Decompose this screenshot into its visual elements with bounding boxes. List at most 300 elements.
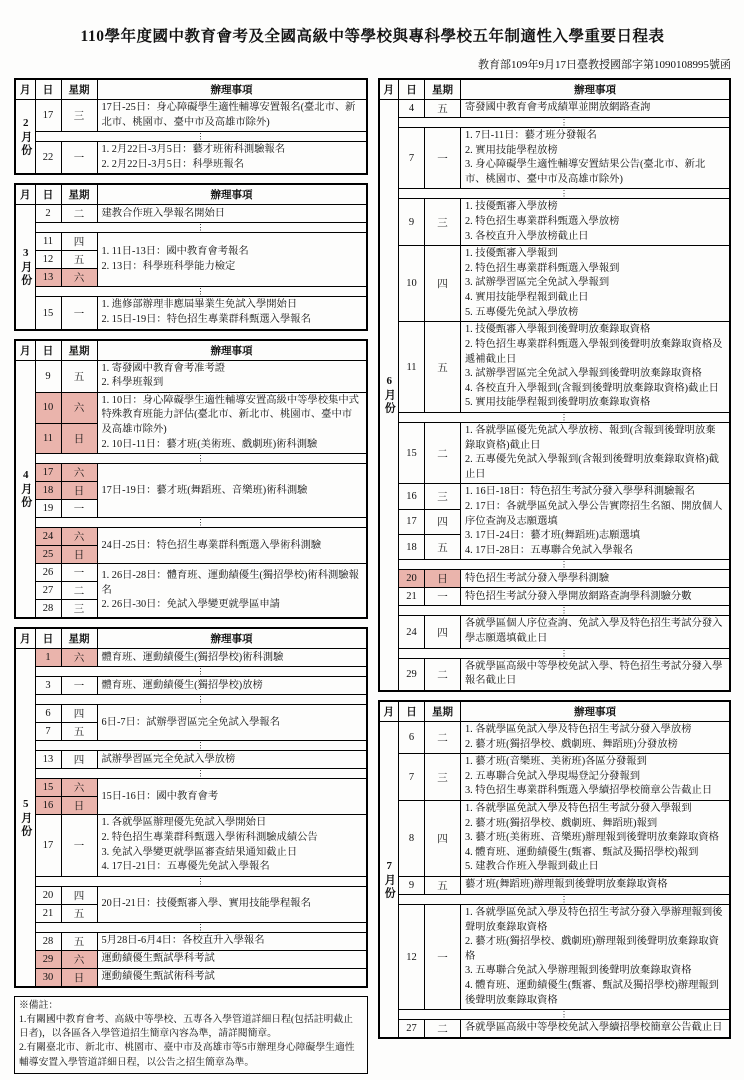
event-cell — [461, 754, 731, 801]
day-cell: 11 — [35, 423, 61, 454]
weekday-cell: 二 — [425, 1020, 461, 1039]
ellipsis-row — [15, 132, 367, 142]
event-text: 5月28日-6月4日：各校直升入學報名 — [101, 934, 265, 946]
day-cell: 20 — [399, 570, 425, 588]
event-text: 1. 各就學區免試入學及特色招生考試分發入學報到 — [465, 802, 692, 814]
event-cell — [97, 392, 367, 453]
schedule-row — [379, 904, 731, 1009]
event-text: 4. 體育班、運動績優生(甄審、甄試及獨招學校)報到 — [465, 846, 699, 858]
table-header-row — [15, 184, 367, 205]
day-cell: 7 — [399, 128, 425, 189]
day-cell: 6 — [35, 705, 61, 723]
ellipsis-cell: ⋮ — [35, 922, 367, 932]
event-cell — [461, 570, 731, 588]
event-cell — [97, 677, 367, 695]
event-text: 特色招生考試分發入學開放網路查詢學科測驗分數 — [465, 590, 692, 602]
footnote-item: 2.有關臺北市、新北市、桃園市、臺中市及高雄市等5市辦理身心障礙學生適性輔導安置入學管道詳細日程，以公告之招生簡章為準。 — [19, 1042, 355, 1068]
ellipsis-cell: ⋮ — [35, 695, 367, 705]
weekday-cell: 二 — [425, 422, 461, 483]
event-text: 4. 17日-28日：五專聯合免試入學報名 — [465, 544, 634, 556]
ellipsis-cell: ⋮ — [35, 454, 367, 464]
weekday-cell: 三 — [61, 100, 97, 132]
event-text: 2. 26日-30日：免試入學變更就學區申請 — [101, 599, 280, 611]
schedule-row — [15, 886, 367, 904]
month-table-may — [14, 627, 368, 987]
event-text: 2. 科學班報到 — [101, 377, 164, 389]
weekday-cell: 五 — [425, 535, 461, 560]
schedule-row — [379, 876, 731, 894]
event-text: 特色招生考試分發入學學科測驗 — [465, 572, 610, 584]
weekday-cell: 六 — [61, 464, 97, 482]
col-header-month: 月 — [15, 340, 35, 361]
weekday-cell: 六 — [61, 392, 97, 423]
event-cell — [97, 464, 367, 518]
schedule-row — [15, 392, 367, 423]
event-text: 2. 藝才班(獨招學校、戲劇班、舞蹈班)報到 — [465, 817, 658, 829]
ellipsis-cell: ⋮ — [35, 132, 367, 142]
event-text: 各就學區高級中等學校免試入學、特色招生考試分發入學報名截止日 — [465, 660, 723, 687]
day-cell: 20 — [35, 886, 61, 904]
event-text: 2. 特色招生專業群科甄選入學術科測驗成績公告 — [101, 831, 318, 843]
col-header-weekday: 星期 — [61, 340, 97, 361]
document-number: 教育部109年9月17日臺教授國部字第1090108995號函 — [478, 59, 731, 71]
schedule-row — [379, 128, 731, 189]
event-cell — [97, 751, 367, 769]
event-cell — [97, 649, 367, 667]
ellipsis-row — [15, 769, 367, 779]
day-cell: 13 — [35, 751, 61, 769]
event-text: 1. 7日-11日：藝才班分發報名 — [465, 130, 597, 141]
weekday-cell: 一 — [61, 564, 97, 582]
weekday-cell: 一 — [425, 588, 461, 606]
day-cell: 17 — [399, 509, 425, 534]
schedule-row — [379, 588, 731, 606]
col-header-event: 辦理事項 — [461, 701, 731, 722]
weekday-cell: 一 — [425, 128, 461, 189]
day-cell: 17 — [35, 464, 61, 482]
weekday-cell: 五 — [61, 904, 97, 922]
ellipsis-row — [15, 876, 367, 886]
day-cell: 13 — [35, 269, 61, 287]
day-cell: 29 — [399, 658, 425, 691]
day-cell: 28 — [35, 600, 61, 619]
event-text: 15日-16日：國中教育會考 — [101, 790, 219, 802]
day-cell: 12 — [35, 251, 61, 269]
event-cell — [97, 528, 367, 564]
col-header-weekday: 星期 — [61, 184, 97, 205]
event-text: 2. 藝才班(獨招學校、戲劇班、舞蹈班)分發放榜 — [465, 738, 678, 750]
event-text: 1. 進修部辦理非應屆畢業生免試入學開始日 — [101, 299, 298, 311]
event-cell — [97, 100, 367, 132]
month-cell — [15, 100, 35, 175]
event-cell — [461, 1020, 731, 1039]
col-header-month: 月 — [15, 79, 35, 100]
weekday-cell: 六 — [61, 528, 97, 546]
footnote-item: 1.有關國中教育會考、高級中等學校、五專各入學管道詳細日程(包括註明截止日者)，以各區各入學管道招生簡章內容為準，請詳閱簡章。 — [19, 1013, 353, 1040]
schedule-row — [15, 815, 367, 876]
schedule-row — [15, 968, 367, 987]
ellipsis-row — [15, 518, 367, 528]
event-cell — [97, 297, 367, 330]
right-column — [378, 78, 732, 1039]
day-cell: 28 — [35, 932, 61, 950]
ellipsis-row — [379, 118, 731, 128]
ellipsis-row — [379, 1010, 731, 1020]
event-cell — [97, 233, 367, 287]
month-label: 6月份 — [383, 374, 396, 415]
day-cell: 12 — [399, 904, 425, 1009]
event-text: 3. 試辦學習區完全免試入學報到後聲明放棄錄取資格 — [465, 368, 702, 380]
ellipsis-cell: ⋮ — [399, 412, 731, 422]
schedule-row — [379, 616, 731, 648]
event-cell — [461, 876, 731, 894]
day-cell: 15 — [35, 297, 61, 330]
event-text: 5. 五專優先免試入學放榜 — [465, 306, 579, 318]
event-text: 各就學區高級中等學校免試入學續招學校簡章公告截止日 — [465, 1022, 723, 1034]
month-table-jul — [378, 700, 732, 1039]
day-cell: 9 — [399, 876, 425, 894]
day-cell: 6 — [399, 721, 425, 753]
day-cell: 16 — [35, 797, 61, 815]
event-text: 1. 11日-13日：國中教育會考報名 — [101, 246, 249, 258]
month-label: 5月份 — [19, 797, 32, 838]
schedule-row — [15, 528, 367, 546]
event-text: 1. 各就學區辦理優先免試入學開始日 — [101, 817, 267, 829]
event-text: 3. 五專聯合免試入學辦理報到後聲明放棄錄取資格 — [465, 965, 692, 977]
schedule-row — [379, 484, 731, 509]
event-text: 4. 各校直升入學報到(含報到後聲明放棄錄取資格)截止日 — [465, 382, 719, 394]
ellipsis-cell: ⋮ — [399, 118, 731, 128]
col-header-event: 辦理事項 — [97, 79, 367, 100]
day-cell: 18 — [399, 535, 425, 560]
weekday-cell: 四 — [425, 800, 461, 876]
event-cell — [97, 779, 367, 815]
weekday-cell: 一 — [61, 297, 97, 330]
table-header-row — [15, 628, 367, 649]
event-text: 1. 各就學區免試入學及特色招生考試分發入學辦理報到後聲明放棄錄取資格 — [465, 906, 723, 933]
ellipsis-cell: ⋮ — [399, 189, 731, 199]
event-text: 2. 特色招生專業群科甄選入學報到 — [465, 262, 620, 274]
event-text: 24日-25日：特色招生專業群科甄選入學術科測驗 — [101, 539, 322, 551]
table-header-row — [379, 79, 731, 100]
weekday-cell: 六 — [61, 950, 97, 968]
event-text: 2. 五專聯合免試入學現場登記分發報到 — [465, 770, 641, 782]
schedule-row — [379, 246, 731, 322]
weekday-cell: 二 — [61, 582, 97, 600]
ellipsis-cell: ⋮ — [35, 667, 367, 677]
month-cell — [15, 205, 35, 330]
event-cell — [461, 199, 731, 246]
ellipsis-row — [379, 412, 731, 422]
schedule-row — [379, 800, 731, 876]
ellipsis-row — [379, 648, 731, 658]
event-text: 3. 各校直升入學放榜截止日 — [465, 230, 589, 242]
event-text: 5. 實用技能學程報到後聲明放棄錄取資格 — [465, 397, 651, 409]
ellipsis-row — [379, 560, 731, 570]
event-text: 2. 15日-19日：特色招生專業群科甄選入學報名 — [101, 314, 311, 326]
event-text: 1. 寄發國中教育會考准考證 — [101, 362, 226, 374]
event-cell — [97, 815, 367, 876]
event-text: 1. 技優甄審入學報到 — [465, 248, 558, 260]
ellipsis-cell: ⋮ — [399, 606, 731, 616]
month-cell — [379, 100, 399, 691]
col-header-month: 月 — [379, 79, 399, 100]
day-cell: 4 — [399, 100, 425, 118]
day-cell: 9 — [35, 360, 61, 392]
weekday-cell: 四 — [61, 751, 97, 769]
event-cell — [461, 658, 731, 691]
event-text: 1. 26日-28日：體育班、運動績優生(獨招學校)術科測驗報名 — [101, 569, 359, 596]
col-header-event: 辦理事項 — [461, 79, 731, 100]
weekday-cell: 四 — [425, 509, 461, 534]
day-cell: 18 — [35, 482, 61, 500]
schedule-row — [379, 1020, 731, 1039]
schedule-row — [379, 100, 731, 118]
day-cell: 29 — [35, 950, 61, 968]
month-label: 4月份 — [19, 468, 32, 509]
col-header-month: 月 — [15, 628, 35, 649]
schedule-row — [379, 721, 731, 753]
event-cell — [97, 932, 367, 950]
event-cell — [461, 322, 731, 413]
schedule-row — [15, 100, 367, 132]
weekday-cell: 一 — [61, 142, 97, 175]
event-text: 運動績優生甄試學科考試 — [101, 952, 215, 964]
weekday-cell: 四 — [61, 886, 97, 904]
event-text: 4. 實用技能學程報到截止日 — [465, 292, 589, 304]
month-label: 7月份 — [383, 859, 396, 900]
event-text: 4. 體育班、運動績優生(甄審、甄試及獨招學校)辦理報到後聲明放棄錄取資格 — [465, 980, 719, 1006]
table-header-row — [15, 79, 367, 100]
col-header-day: 日 — [35, 628, 61, 649]
weekday-cell: 一 — [425, 904, 461, 1009]
day-cell: 21 — [399, 588, 425, 606]
ellipsis-row — [15, 667, 367, 677]
weekday-cell: 五 — [425, 876, 461, 894]
event-text: 2. 五專優先免試入學報到(含報到後聲明放棄錄取資格)截止日 — [465, 454, 719, 480]
schedule-row — [15, 779, 367, 797]
ellipsis-cell: ⋮ — [35, 741, 367, 751]
weekday-cell: 五 — [425, 100, 461, 118]
day-cell: 15 — [35, 779, 61, 797]
month-label: 2月份 — [19, 116, 32, 157]
month-table-feb — [14, 78, 368, 175]
schedule-row — [15, 564, 367, 582]
day-cell: 11 — [35, 233, 61, 251]
day-cell: 17 — [35, 100, 61, 132]
col-header-event: 辦理事項 — [97, 340, 367, 361]
weekday-cell: 二 — [425, 721, 461, 753]
weekday-cell: 日 — [61, 968, 97, 987]
weekday-cell: 四 — [425, 246, 461, 322]
event-text: 寄發國中教育會考成績單並開放網路查詢 — [465, 102, 651, 114]
event-text: 17日-19日：藝才班(舞蹈班、音樂班)術科測驗 — [101, 484, 308, 496]
event-cell — [97, 886, 367, 922]
event-cell — [461, 100, 731, 118]
event-text: 運動績優生甄試術科考試 — [101, 970, 215, 982]
event-text: 4. 17日-21日：五專優先免試入學報名 — [101, 861, 270, 873]
weekday-cell: 五 — [425, 322, 461, 413]
schedule-row — [379, 570, 731, 588]
ellipsis-row — [15, 695, 367, 705]
schedule-row — [379, 322, 731, 413]
col-header-day: 日 — [35, 340, 61, 361]
weekday-cell: 六 — [61, 269, 97, 287]
event-cell — [97, 968, 367, 987]
weekday-cell: 三 — [425, 484, 461, 509]
schedule-row — [379, 754, 731, 801]
day-cell: 10 — [399, 246, 425, 322]
schedule-row — [15, 649, 367, 667]
col-header-weekday: 星期 — [425, 79, 461, 100]
event-text: 3. 藝才班(美術班、音樂班)辦理報到後聲明放棄錄取資格 — [465, 832, 719, 844]
event-text: 2. 實用技能學程放榜 — [465, 144, 558, 156]
left-column — [14, 78, 368, 1074]
event-text: 1. 技優甄審入學放榜 — [465, 201, 558, 213]
event-text: 2. 17日：各就學區免試入學公告實際招生名額、開放個人序位查詢及志願選填 — [465, 501, 723, 527]
weekday-cell: 四 — [61, 705, 97, 723]
ellipsis-row — [379, 189, 731, 199]
event-text: 1. 藝才班(音樂班、美術班)各區分發報到 — [465, 756, 647, 768]
ellipsis-row — [15, 454, 367, 464]
event-cell — [97, 950, 367, 968]
ellipsis-cell: ⋮ — [35, 287, 367, 297]
day-cell: 17 — [35, 815, 61, 876]
weekday-cell: 四 — [61, 233, 97, 251]
weekday-cell: 日 — [425, 570, 461, 588]
event-text: 1. 10日：身心障礙學生適性輔導安置高級中等學校集中式特殊教育班能力評估(臺北市、新北市、桃園市、臺中市及高雄市除外) — [101, 394, 359, 436]
month-table-apr — [14, 339, 368, 620]
day-cell: 2 — [35, 205, 61, 223]
table-header-row — [379, 701, 731, 722]
schedule-row — [15, 751, 367, 769]
event-text: 2. 13日：科學班科學能力檢定 — [101, 260, 236, 272]
day-cell: 26 — [35, 564, 61, 582]
event-cell — [461, 128, 731, 189]
event-cell — [461, 588, 731, 606]
day-cell: 21 — [35, 904, 61, 922]
event-cell — [461, 721, 731, 753]
event-text: 1. 16日-18日：特色招生考試分發入學學科測驗報名 — [465, 486, 695, 498]
two-column-layout — [14, 78, 731, 1074]
event-text: 1. 各就學區優先免試入學放榜、報到(含報到後聲明放棄錄取資格)截止日 — [465, 424, 716, 451]
day-cell: 24 — [35, 528, 61, 546]
day-cell: 11 — [399, 322, 425, 413]
schedule-row — [15, 142, 367, 175]
event-text: 20日-21日：技優甄審入學、實用技能學程報名 — [101, 897, 311, 909]
event-cell — [461, 484, 731, 560]
weekday-cell: 二 — [425, 658, 461, 691]
event-text: 1. 2月22日-3月5日：藝才班術科測驗報名 — [101, 144, 286, 156]
event-cell — [461, 616, 731, 648]
schedule-row — [15, 205, 367, 223]
event-cell — [97, 205, 367, 223]
ellipsis-cell: ⋮ — [35, 769, 367, 779]
col-header-weekday: 星期 — [425, 701, 461, 722]
day-cell: 15 — [399, 422, 425, 483]
ellipsis-cell: ⋮ — [399, 560, 731, 570]
schedule-row — [379, 658, 731, 691]
day-cell: 22 — [35, 142, 61, 175]
weekday-cell: 二 — [61, 205, 97, 223]
month-label: 3月份 — [19, 247, 32, 288]
schedule-row — [15, 233, 367, 251]
col-header-day: 日 — [399, 79, 425, 100]
day-cell: 27 — [399, 1020, 425, 1039]
event-cell — [97, 142, 367, 175]
ellipsis-cell: ⋮ — [35, 518, 367, 528]
event-text: 2. 藝才班(獨招學校、戲劇班)辦理報到後聲明放棄錄取資格 — [465, 936, 719, 962]
day-cell: 25 — [35, 546, 61, 564]
day-cell: 10 — [35, 392, 61, 423]
weekday-cell: 三 — [61, 600, 97, 619]
ellipsis-cell: ⋮ — [35, 876, 367, 886]
event-cell — [461, 422, 731, 483]
day-cell: 7 — [399, 754, 425, 801]
col-header-month: 月 — [15, 184, 35, 205]
day-cell: 7 — [35, 723, 61, 741]
ellipsis-cell: ⋮ — [399, 894, 731, 904]
event-text: 1. 各就學區免試入學及特色招生考試分發入學放榜 — [465, 723, 692, 735]
weekday-cell: 一 — [61, 677, 97, 695]
footnote-box — [14, 996, 368, 1074]
weekday-cell: 五 — [61, 251, 97, 269]
weekday-cell: 五 — [61, 932, 97, 950]
event-text: 1. 技優甄審入學報到後聲明放棄錄取資格 — [465, 324, 651, 336]
weekday-cell: 三 — [425, 199, 461, 246]
event-text: 體育班、運動績優生(獨招學校)術科測驗 — [101, 651, 284, 663]
day-cell: 30 — [35, 968, 61, 987]
event-text: 5. 建教合作班入學報到截止日 — [465, 861, 599, 873]
month-table-mar — [14, 183, 368, 330]
ellipsis-row — [379, 894, 731, 904]
schedule-row — [15, 677, 367, 695]
event-text: 17日-25日：身心障礙學生適性輔導安置報名(臺北市、新北市、桃園市、臺中市及高雄市除外) — [101, 102, 356, 128]
weekday-cell: 六 — [61, 649, 97, 667]
month-table-jun — [378, 78, 732, 692]
event-text: 3. 身心障礙學生適性輔導安置結果公告(臺北市、新北市、桃園市、臺中市及高雄市除外) — [465, 159, 706, 185]
ellipsis-row — [379, 606, 731, 616]
ellipsis-row — [15, 922, 367, 932]
event-text: 2. 2月22日-3月5日：科學班報名 — [101, 158, 244, 170]
event-text: 藝才班(舞蹈班)辦理報到後聲明放棄錄取資格 — [465, 879, 668, 891]
day-cell: 3 — [35, 677, 61, 695]
schedule-row — [379, 199, 731, 246]
col-header-day: 日 — [35, 79, 61, 100]
col-header-weekday: 星期 — [61, 628, 97, 649]
event-cell — [97, 360, 367, 392]
day-cell: 27 — [35, 582, 61, 600]
weekday-cell: 一 — [61, 500, 97, 518]
event-text: 3. 特色招生專業群科甄選入學續招學校簡章公告截止日 — [465, 785, 713, 797]
footnote-header: ※備註： — [19, 999, 59, 1011]
day-cell: 16 — [399, 484, 425, 509]
col-header-day: 日 — [35, 184, 61, 205]
event-cell — [97, 564, 367, 619]
ellipsis-cell: ⋮ — [399, 648, 731, 658]
schedule-row — [15, 932, 367, 950]
event-text: 試辦學習區完全免試入學放榜 — [101, 753, 236, 765]
day-cell: 19 — [35, 500, 61, 518]
event-cell — [461, 904, 731, 1009]
ellipsis-row — [15, 287, 367, 297]
event-text: 2. 特色招生專業群科甄選入學報到後聲明放棄錄取資格及遞補截止日 — [465, 338, 723, 365]
weekday-cell: 一 — [61, 815, 97, 876]
weekday-cell: 五 — [61, 723, 97, 741]
day-cell: 24 — [399, 616, 425, 648]
event-text: 3. 試辦學習區完全免試入學報到 — [465, 277, 610, 289]
day-cell: 8 — [399, 800, 425, 876]
